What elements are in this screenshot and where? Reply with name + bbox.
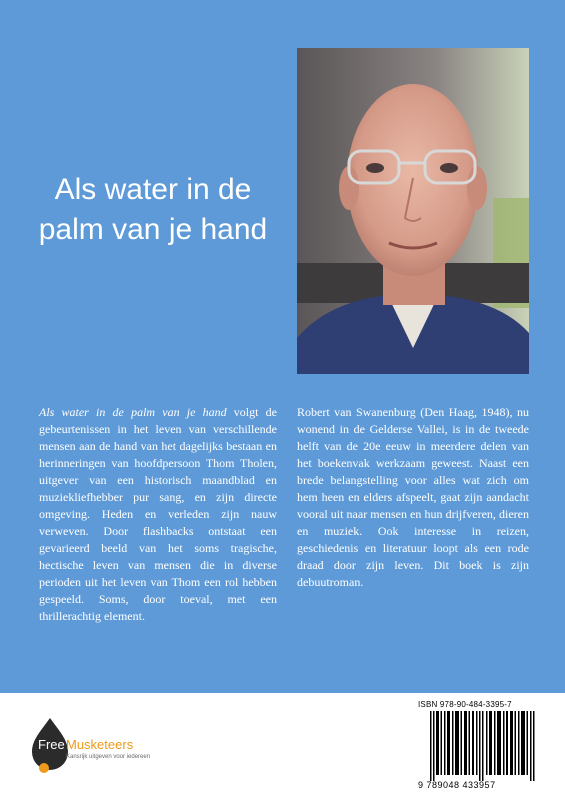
book-title bbox=[18, 170, 288, 250]
publisher-tagline: Kansrijk uitgeven voor iedereen bbox=[66, 754, 151, 760]
publisher-name-free: Free bbox=[38, 737, 65, 752]
publisher-name-musketeers: Musketeers bbox=[66, 737, 134, 752]
isbn-barcode-block bbox=[418, 700, 545, 792]
blurb-title: Als water in de palm van je hand bbox=[39, 405, 227, 419]
book-title-line-2: palm van je hand bbox=[38, 213, 268, 246]
book-blurb bbox=[39, 404, 277, 625]
blurb-text: volgt de gebeurtenissen in het leven van verschillende mensen aan de hand van het dagelijks bestaan en herinneringen van hoofdpersoon Thom Tholen, uitgever van een historisch maandblad en muziekliefhebber pur sang, en zijn directe omgeving. Heden en verleden zijn nauw verweven. Door flashbacks ontstaat een gevarieerd beeld van het soms tragische, hectische leven van mensen die in diverse perioden uit het leven van Thom een rol hebben gespeeld. Soms, door toeval, met een thrillerachtig element. bbox=[39, 405, 277, 623]
publisher-logo bbox=[30, 716, 200, 776]
book-title-line-1: Als water in de bbox=[54, 173, 252, 206]
author-photo bbox=[297, 48, 529, 374]
barcode bbox=[422, 711, 542, 781]
isbn-label: ISBN 978-90-484-3395-7 bbox=[418, 700, 512, 709]
barcode-digits: 9 789048 433957 bbox=[418, 780, 496, 790]
author-bio: Robert van Swanenburg (Den Haag, 1948), nu wonend in de Gelderse Vallei, is in de tweede helft van de 20e eeuw in meerdere delen van het boekenvak werkzaam geweest. Naast een brede belangstelling voor alles wat zich om hem heen en elders afspeelt, gaat zijn aandacht vooral uit naar mensen en hun drijfveren, dieren en muziek. Ook interesse in reizen, geschiedenis en literatuur loopt als een rode draad door zijn leven. Dit boek is zijn debuutroman. bbox=[297, 405, 529, 589]
